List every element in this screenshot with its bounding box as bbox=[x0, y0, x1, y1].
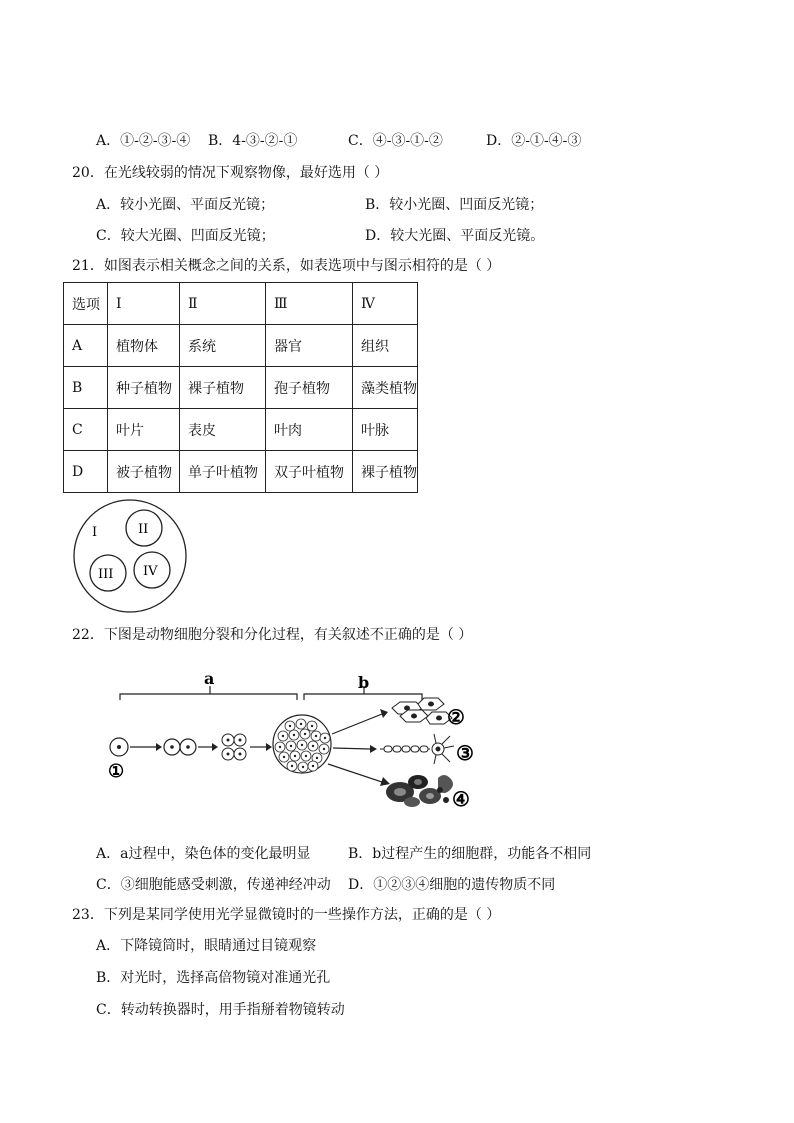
cell-cluster bbox=[273, 715, 331, 773]
table-cell: 叶脉 bbox=[353, 409, 418, 451]
q22-option-b: B．b过程产生的细胞群，功能各不相同 bbox=[348, 846, 592, 862]
q20-option-c: C．较大光圈、凹面反光镜； bbox=[96, 228, 275, 244]
q22-cell-division-figure bbox=[100, 664, 510, 824]
label-i: I bbox=[92, 525, 98, 540]
q20-stem: 20．在光线较弱的情况下观察物像，最好选用（ ） bbox=[72, 165, 389, 181]
table-cell: 单子叶植物 bbox=[180, 451, 266, 493]
label-iii: III bbox=[98, 567, 114, 582]
table-header-row bbox=[64, 283, 418, 325]
q22-stem: 22．下图是动物细胞分裂和分化过程，有关叙述不正确的是（ ） bbox=[72, 627, 473, 643]
table-cell: 叶肉 bbox=[266, 409, 353, 451]
table-row bbox=[64, 409, 418, 451]
num-3: ③ bbox=[456, 741, 474, 765]
table-cell: C bbox=[64, 409, 108, 451]
four-cells bbox=[222, 734, 246, 760]
label-iv: IV bbox=[143, 564, 158, 579]
table-cell: D bbox=[64, 451, 108, 493]
q19-option-b: B．4-③-②-① bbox=[208, 133, 298, 149]
table-header-cell: Ⅰ bbox=[108, 283, 180, 325]
q23-stem: 23．下列是某同学使用光学显微镜时的一些操作方法，正确的是（ ） bbox=[72, 907, 501, 923]
table-cell: 双子叶植物 bbox=[266, 451, 353, 493]
q23-option-c: C．转动转换器时，用手指掰着物镜转动 bbox=[96, 1002, 345, 1018]
q19-option-c: C．④-③-①-② bbox=[348, 133, 443, 149]
epithelial-cells bbox=[392, 698, 452, 724]
table-header-cell: Ⅲ bbox=[266, 283, 353, 325]
table-cell: 植物体 bbox=[108, 325, 180, 367]
nerve-cell bbox=[380, 734, 454, 764]
q20-option-a: A．较小光圈、平面反光镜； bbox=[96, 197, 275, 213]
num-1: ① bbox=[108, 761, 125, 782]
num-4: ④ bbox=[452, 787, 470, 811]
table-cell: 器官 bbox=[266, 325, 353, 367]
label-a: a bbox=[204, 669, 215, 688]
table-header-cell: 选项 bbox=[64, 283, 108, 325]
table-cell: A bbox=[64, 325, 108, 367]
table-cell: 被子植物 bbox=[108, 451, 180, 493]
q22-option-c: C．③细胞能感受刺激，传递神经冲动 bbox=[96, 877, 331, 893]
table-cell: 表皮 bbox=[180, 409, 266, 451]
q20-option-b: B．较小光圈、凹面反光镜； bbox=[365, 197, 544, 213]
table-header-cell: Ⅳ bbox=[353, 283, 418, 325]
table-cell: 藻类植物 bbox=[353, 367, 418, 409]
table-cell: 孢子植物 bbox=[266, 367, 353, 409]
table-cell: 系统 bbox=[180, 325, 266, 367]
table-row bbox=[64, 325, 418, 367]
table-cell: 叶片 bbox=[108, 409, 180, 451]
q19-option-d: D．②-①-④-③ bbox=[486, 133, 582, 149]
q21-circle-diagram bbox=[66, 496, 196, 616]
q22-option-a: A．a过程中，染色体的变化最明显 bbox=[96, 846, 311, 862]
two-cells bbox=[164, 739, 196, 755]
q22-option-d: D．①②③④细胞的遗传物质不同 bbox=[348, 877, 556, 893]
table-cell: 裸子植物 bbox=[180, 367, 266, 409]
q23-option-a: A．下降镜筒时，眼睛通过目镜观察 bbox=[96, 938, 317, 954]
blood-cells bbox=[386, 775, 453, 807]
num-2: ② bbox=[447, 705, 465, 729]
table-cell: B bbox=[64, 367, 108, 409]
table-cell: 裸子植物 bbox=[353, 451, 418, 493]
table-cell: 组织 bbox=[353, 325, 418, 367]
table-row bbox=[64, 367, 418, 409]
label-ii: II bbox=[138, 522, 149, 537]
q21-stem: 21．如图表示相关概念之间的关系，如表选项中与图示相符的是（ ） bbox=[72, 258, 501, 274]
q23-option-b: B．对光时，选择高倍物镜对准通光孔 bbox=[96, 970, 331, 986]
q19-option-a: A．①-②-③-④ bbox=[96, 133, 191, 149]
table-header-cell: Ⅱ bbox=[180, 283, 266, 325]
table-row bbox=[64, 451, 418, 493]
q21-table bbox=[63, 282, 418, 493]
brace-a bbox=[120, 686, 297, 700]
q20-option-d: D．较大光圈、平面反光镜。 bbox=[365, 228, 545, 244]
table-cell: 种子植物 bbox=[108, 367, 180, 409]
label-b: b bbox=[358, 673, 370, 692]
